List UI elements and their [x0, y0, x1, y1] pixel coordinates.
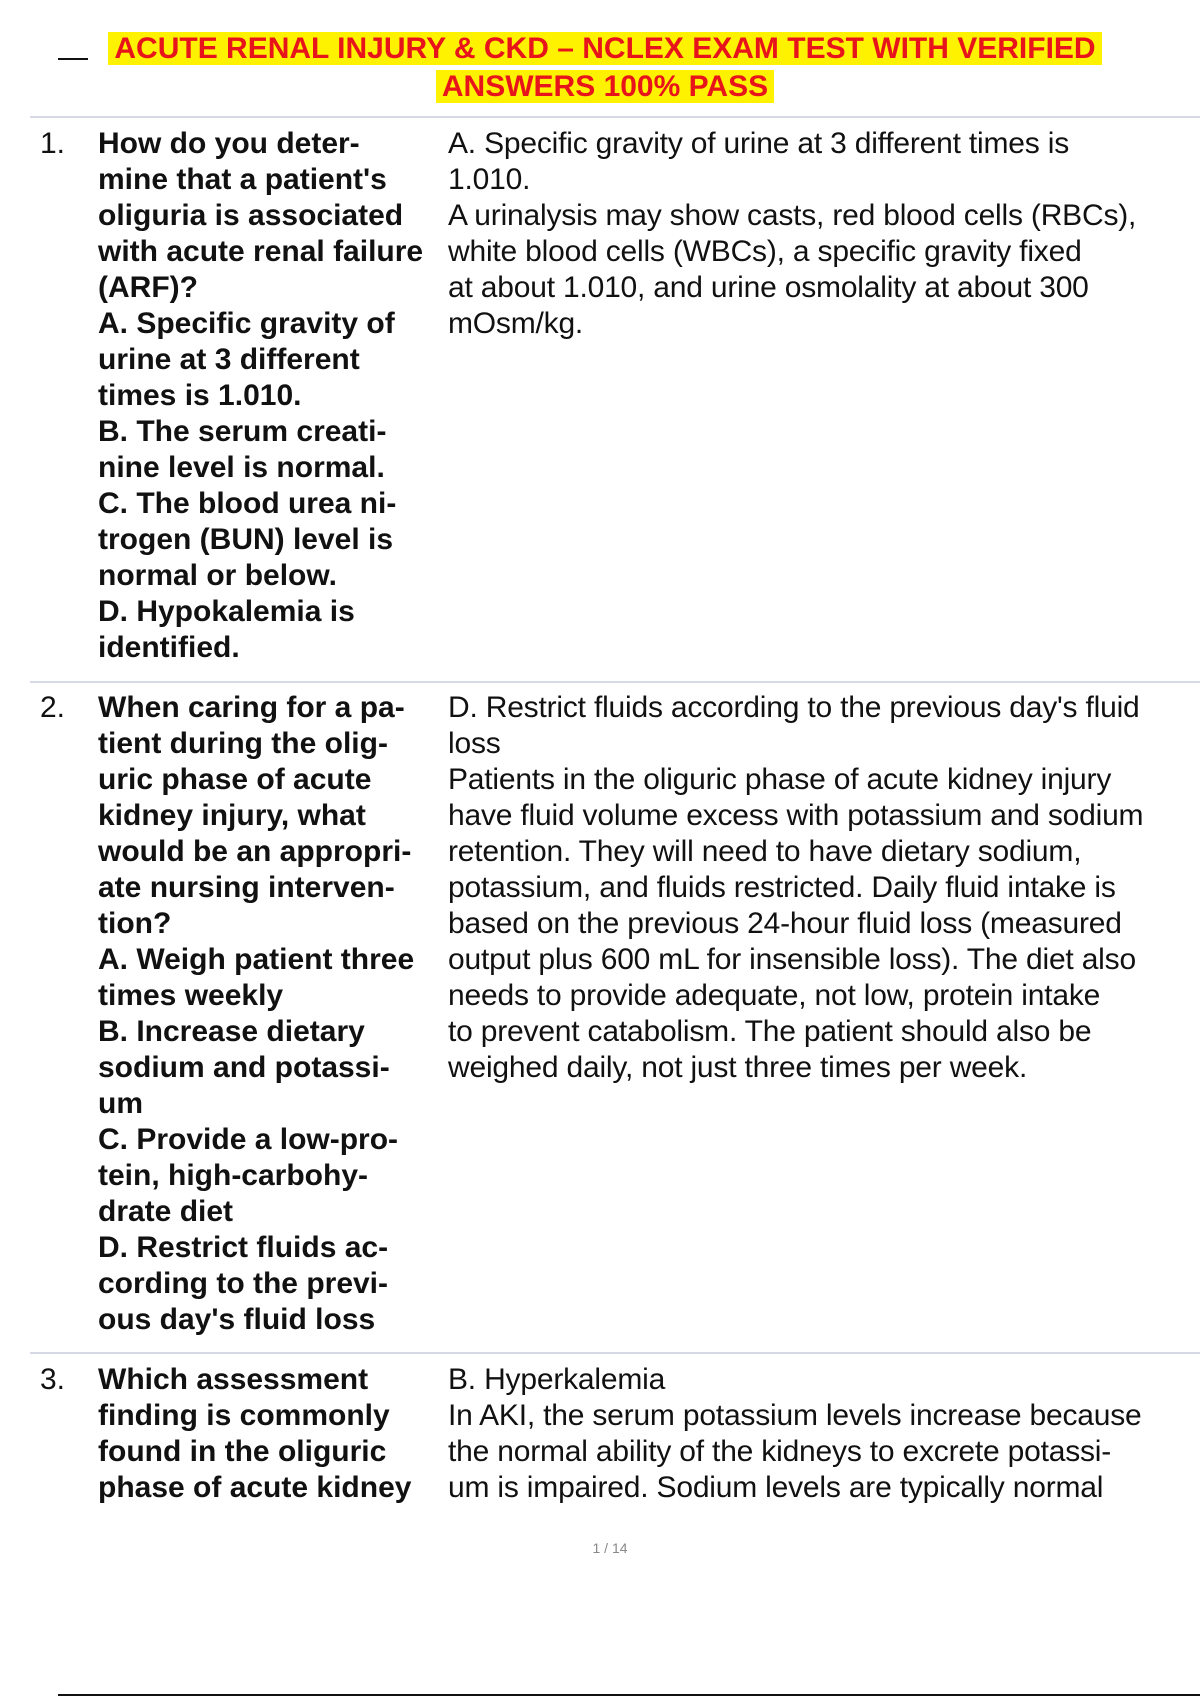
answer-line: loss: [448, 727, 501, 760]
option-line: drate diet: [98, 1195, 234, 1228]
question-line: tion?: [98, 907, 172, 940]
document-title: [60, 30, 1150, 106]
question-line: How do you deter-: [98, 127, 360, 160]
rationale-line: the normal ability of the kidneys to excrete potassi-: [448, 1435, 1112, 1468]
option-line: tein, high-carbohy-: [98, 1159, 368, 1192]
answer-line: 1.010.: [448, 163, 531, 196]
rationale-line: potassium, and fluids restricted. Daily fluid intake is: [448, 871, 1116, 904]
question-text: [98, 1362, 443, 1506]
item-divider: [30, 681, 1200, 683]
answer-text: [448, 1362, 1200, 1506]
question-line: uric phase of acute: [98, 763, 372, 796]
question-line: phase of acute kidney: [98, 1471, 412, 1504]
option-line: B. The serum creati-: [98, 415, 387, 448]
item-number: 2.: [40, 691, 66, 724]
option-line: times weekly: [98, 979, 284, 1012]
answer-line: A. Specific gravity of urine at 3 different times is: [448, 127, 1069, 160]
question-line: with acute renal failure: [98, 235, 424, 268]
option-line: A. Specific gravity of: [98, 307, 395, 340]
option-line: nine level is normal.: [98, 451, 385, 484]
option-line: trogen (BUN) level is: [98, 523, 394, 556]
title-divider: [30, 116, 1200, 118]
question-line: (ARF)?: [98, 271, 198, 304]
option-line: C. The blood urea ni-: [98, 487, 397, 520]
option-line: identified.: [98, 631, 240, 664]
question-line: tient during the olig-: [98, 727, 388, 760]
rationale-line: retention. They will need to have dietary sodium,: [448, 835, 1082, 868]
question-line: When caring for a pa-: [98, 691, 405, 724]
question-line: would be an appropri-: [98, 835, 412, 868]
option-line: ous day's fluid loss: [98, 1303, 376, 1336]
question-line: Which assessment: [98, 1363, 369, 1396]
option-line: D. Restrict fluids ac-: [98, 1231, 389, 1264]
option-line: times is 1.010.: [98, 379, 302, 412]
option-line: cording to the previ-: [98, 1267, 389, 1300]
option-line: D. Hypokalemia is: [98, 595, 355, 628]
page-indicator: 1 / 14: [592, 1540, 628, 1556]
option-line: A. Weigh patient three: [98, 943, 415, 976]
item-divider: [30, 1352, 1200, 1354]
rationale-line: to prevent catabolism. The patient should also be: [448, 1015, 1092, 1048]
question-text: [98, 690, 443, 1338]
option-line: C. Provide a low-pro-: [98, 1123, 399, 1156]
rationale-line: based on the previous 24-hour fluid loss (measured: [448, 907, 1122, 940]
answer-text: [448, 126, 1200, 342]
question-line: finding is commonly: [98, 1399, 390, 1432]
page-bottom-rule: [58, 1694, 1200, 1696]
question-line: kidney injury, what: [98, 799, 366, 832]
item-number: 3.: [40, 1363, 66, 1396]
rationale-line: needs to provide adequate, not low, protein intake: [448, 979, 1101, 1012]
option-line: sodium and potassi-: [98, 1051, 390, 1084]
rationale-line: Patients in the oliguric phase of acute kidney injury: [448, 763, 1112, 796]
question-line: ate nursing interven-: [98, 871, 395, 904]
rationale-line: weighed daily, not just three times per week.: [448, 1051, 1028, 1084]
rationale-line: white blood cells (WBCs), a specific gravity fixed: [448, 235, 1082, 268]
question-text: [98, 126, 443, 666]
answer-text: [448, 690, 1200, 1086]
title-line-2: ANSWERS 100% PASS: [436, 70, 774, 103]
option-line: normal or below.: [98, 559, 337, 592]
question-line: found in the oliguric: [98, 1435, 387, 1468]
option-line: urine at 3 different: [98, 343, 360, 376]
rationale-line: have fluid volume excess with potassium and sodium: [448, 799, 1144, 832]
rationale-line: A urinalysis may show casts, red blood cells (RBCs),: [448, 199, 1137, 232]
answer-line: B. Hyperkalemia: [448, 1363, 666, 1396]
rationale-line: In AKI, the serum potassium levels increase because: [448, 1399, 1142, 1432]
question-line: mine that a patient's: [98, 163, 387, 196]
title-line-1: ACUTE RENAL INJURY & CKD – NCLEX EXAM TEST WITH VERIFIED: [108, 32, 1101, 65]
rationale-line: mOsm/kg.: [448, 307, 584, 340]
item-number: 1.: [40, 127, 66, 160]
rationale-line: at about 1.010, and urine osmolality at about 300: [448, 271, 1089, 304]
option-line: um: [98, 1087, 143, 1120]
answer-line: D. Restrict fluids according to the previous day's fluid: [448, 691, 1140, 724]
rationale-line: output plus 600 mL for insensible loss). The diet also: [448, 943, 1136, 976]
rationale-line: um is impaired. Sodium levels are typically normal: [448, 1471, 1104, 1504]
option-line: B. Increase dietary: [98, 1015, 365, 1048]
question-line: oliguria is associated: [98, 199, 404, 232]
